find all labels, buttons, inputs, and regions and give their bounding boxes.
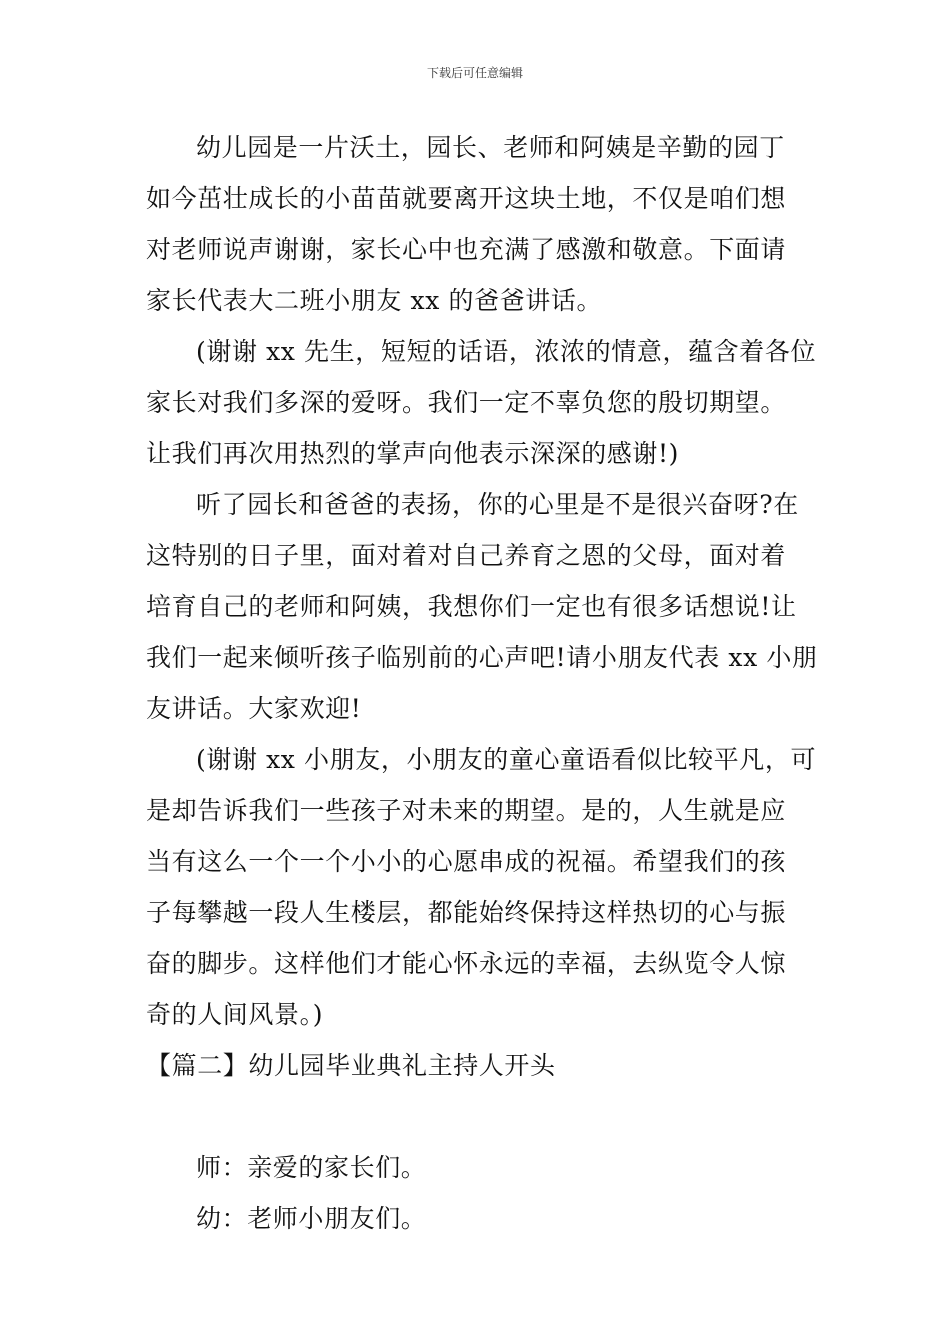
body-line: 是却告诉我们一些孩子对未来的期望。是的，人生就是应 xyxy=(146,796,787,825)
body-line: 我们一起来倾听孩子临别前的心声吧!请小朋友代表 xx 小朋 xyxy=(146,643,818,672)
header-note: 下载后可任意编辑 xyxy=(426,66,523,80)
section-heading: 【篇二】幼儿园毕业典礼主持人开头 xyxy=(146,1051,556,1080)
body-line: 子每攀越一段人生楼层，都能始终保持这样热切的心与振 xyxy=(146,898,787,927)
body-line: 幼儿园是一片沃土，园长、老师和阿姨是辛勤的园丁 xyxy=(196,133,785,162)
dialogue-line: 师：亲爱的家长们。 xyxy=(196,1153,427,1182)
body-line: 奇的人间风景。) xyxy=(146,1000,324,1029)
body-line: (谢谢 xx 小朋友，小朋友的童心童语看似比较平凡，可 xyxy=(196,745,817,774)
body-line: 当有这么一个一个小小的心愿串成的祝福。希望我们的孩 xyxy=(146,847,787,876)
body-line: 奋的脚步。这样他们才能心怀永远的幸福，去纵览令人惊 xyxy=(146,949,787,978)
body-line: 友讲话。大家欢迎! xyxy=(146,694,362,723)
body-line: (谢谢 xx 先生，短短的话语，浓浓的情意，蕴含着各位 xyxy=(196,337,817,366)
body-line: 让我们再次用热烈的掌声向他表示深深的感谢!) xyxy=(146,439,680,468)
body-line: 家长代表大二班小朋友 xx 的爸爸讲话。 xyxy=(146,286,603,315)
body-line: 这特别的日子里，面对着对自己养育之恩的父母，面对着 xyxy=(146,541,787,570)
body-line: 对老师说声谢谢，家长心中也充满了感激和敬意。下面请 xyxy=(146,235,787,264)
body-line: 家长对我们多深的爱呀。我们一定不辜负您的殷切期望。 xyxy=(146,388,787,417)
dialogue-line: 幼：老师小朋友们。 xyxy=(196,1204,427,1233)
body-line: 听了园长和爸爸的表扬，你的心里是不是很兴奋呀?在 xyxy=(196,490,799,519)
body-line: 如今茁壮成长的小苗苗就要离开这块土地，不仅是咱们想 xyxy=(146,184,787,213)
body-line: 培育自己的老师和阿姨，我想你们一定也有很多话想说!让 xyxy=(146,592,797,621)
